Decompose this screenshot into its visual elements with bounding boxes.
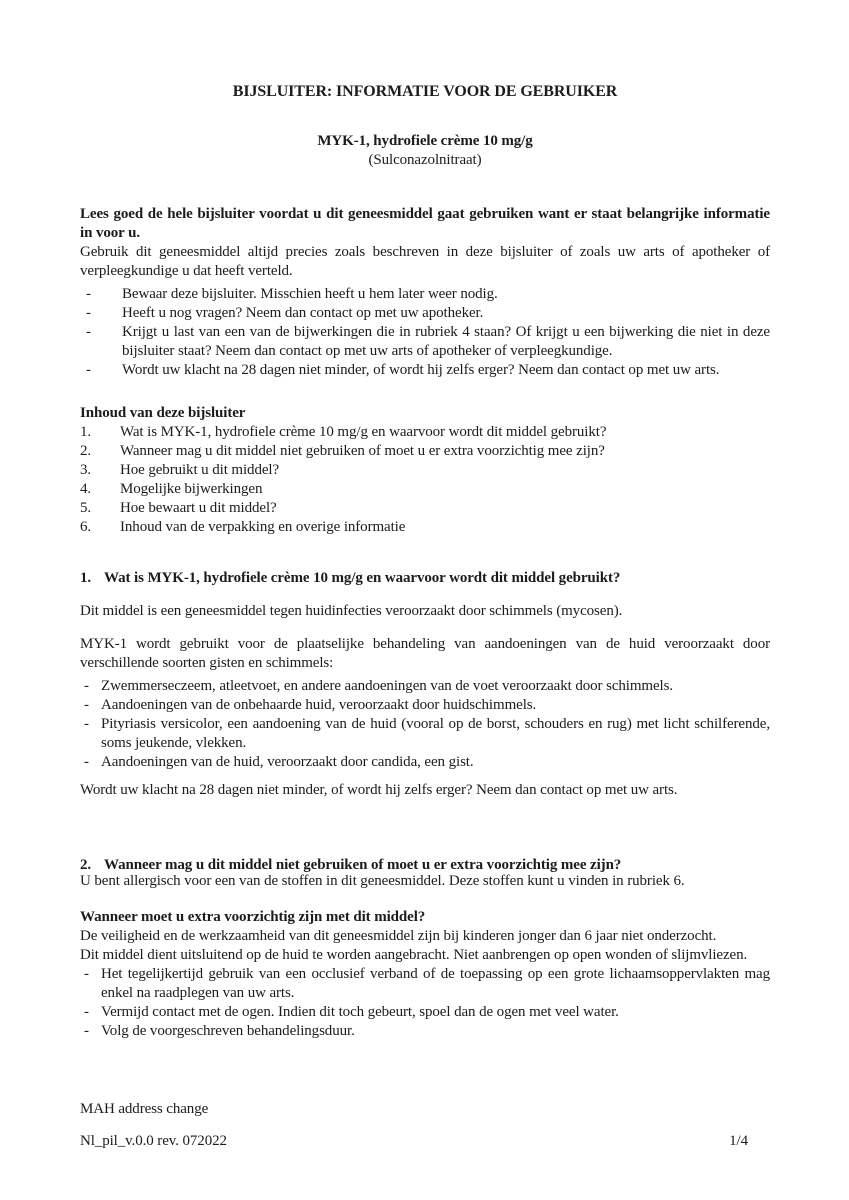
toc-item-number: 3.	[80, 462, 92, 478]
section2-number: 2.	[80, 857, 92, 873]
dash-marker: -	[86, 286, 91, 302]
toc-item-text: Mogelijke bijwerkingen	[120, 481, 263, 497]
active-substance: (Sulconazolnitraat)	[368, 152, 482, 168]
list-item-text: Pityriasis versicolor, een aandoening van de huid (vooral op de borst, schouders en rug) met licht schilferende, soms jeukende, vlekken.	[101, 716, 770, 751]
section2-bullet-list	[80, 965, 770, 1041]
toc-item	[80, 442, 770, 461]
list-item-text: Het tegelijkertijd gebruik van een occlusief verband of de toepassing op een grote lichaamsoppervlakten mag enkel na raadplegen van uw arts.	[101, 966, 770, 1001]
list-item	[80, 1003, 770, 1022]
list-item	[80, 715, 770, 753]
section1-bullet-list	[80, 677, 770, 772]
toc-section	[80, 404, 770, 537]
dash-marker: -	[86, 362, 91, 378]
section1-heading	[80, 569, 794, 588]
toc-item-text: Wanneer mag u dit middel niet gebruiken of moet u er extra voorzichtig mee zijn?	[120, 443, 605, 459]
section2-subheading: Wanneer moet u extra voorzichtig zijn met dit middel?	[80, 909, 426, 925]
footer-note: MAH address change	[80, 1101, 209, 1117]
footer-version: Nl_pil_v.0.0 rev. 072022	[80, 1133, 227, 1149]
intro-lead-bold: Lees goed de hele bijsluiter voordat u dit geneesmiddel gaat gebruiken want er staat belangrijke informatie in voor u.	[80, 206, 770, 241]
dash-marker: -	[84, 1004, 89, 1020]
list-item	[80, 1022, 770, 1041]
section2-heading-text: Wanneer mag u dit middel niet gebruiken of moet u er extra voorzichtig mee zijn?	[104, 857, 622, 873]
section1-para1: Dit middel is een geneesmiddel tegen huidinfecties veroorzaakt door schimmels (mycosen).	[80, 603, 623, 619]
toc-item	[80, 423, 770, 442]
section2-para1: U bent allergisch voor een van de stoffen in dit geneesmiddel. Deze stoffen kunt u vinden in rubriek 6.	[80, 873, 685, 889]
dash-marker: -	[84, 754, 89, 770]
dash-marker: -	[86, 305, 91, 321]
toc-item	[80, 499, 770, 518]
list-item	[80, 965, 770, 1003]
list-item-text: Heeft u nog vragen? Neem dan contact op met uw apotheker.	[122, 305, 484, 321]
dash-marker: -	[84, 966, 89, 982]
toc-item-text: Hoe gebruikt u dit middel?	[120, 462, 280, 478]
dash-marker: -	[84, 716, 89, 732]
toc-heading: Inhoud van deze bijsluiter	[80, 405, 246, 421]
list-item	[80, 304, 770, 323]
list-item	[80, 677, 770, 696]
toc-item-number: 4.	[80, 481, 92, 497]
toc-item	[80, 461, 770, 480]
list-item	[80, 361, 770, 380]
section2-para3: Dit middel dient uitsluitend op de huid te worden aangebracht. Niet aanbrengen op open wonden of slijmvliezen.	[80, 947, 748, 963]
section2-warnings	[80, 908, 770, 1041]
toc-item-number: 1.	[80, 424, 92, 440]
toc-item	[80, 480, 770, 499]
toc-item-number: 2.	[80, 443, 92, 459]
footer-page-number: 1/4	[729, 1133, 748, 1149]
list-item	[80, 753, 770, 772]
toc-item-text: Wat is MYK-1, hydrofiele crème 10 mg/g en waarvoor wordt dit middel gebruikt?	[120, 424, 607, 440]
section1-heading-text: Wat is MYK-1, hydrofiele crème 10 mg/g en waarvoor wordt dit middel gebruikt?	[104, 570, 621, 586]
section1-number: 1.	[80, 570, 92, 586]
list-item	[80, 696, 770, 715]
dash-marker: -	[84, 1023, 89, 1039]
list-item-text: Aandoeningen van de huid, veroorzaakt door candida, een gist.	[101, 754, 474, 770]
dash-marker: -	[84, 697, 89, 713]
section2-para2: De veiligheid en de werkzaamheid van dit geneesmiddel zijn bij kinderen jonger dan 6 jaar niet onderzocht.	[80, 928, 717, 944]
section1-para2: MYK-1 wordt gebruikt voor de plaatselijke behandeling van aandoeningen van de huid veroorzaakt door verschillende soorten gisten en schimmels:	[80, 636, 770, 671]
list-item-text: Vermijd contact met de ogen. Indien dit toch gebeurt, spoel dan de ogen met veel water.	[101, 1004, 619, 1020]
list-item	[80, 285, 770, 304]
toc-item-number: 5.	[80, 500, 92, 516]
footer-row	[80, 1132, 770, 1151]
toc-item	[80, 518, 770, 537]
toc-item-text: Hoe bewaart u dit middel?	[120, 500, 277, 516]
list-item	[80, 323, 770, 361]
list-item-text: Bewaar deze bijsluiter. Misschien heeft u hem later weer nodig.	[122, 286, 498, 302]
document-title: BIJSLUITER: INFORMATIE VOOR DE GEBRUIKER	[232, 83, 618, 100]
dash-marker: -	[84, 678, 89, 694]
list-item-text: Volg de voorgeschreven behandelingsduur.	[101, 1023, 355, 1039]
toc-item-number: 6.	[80, 519, 92, 535]
dash-marker: -	[86, 324, 91, 340]
toc-item-text: Inhoud van de verpakking en overige informatie	[120, 519, 406, 535]
intro-section	[80, 205, 770, 380]
product-header	[80, 132, 770, 170]
product-name: MYK-1, hydrofiele crème 10 mg/g	[317, 133, 533, 149]
list-item-text: Wordt uw klacht na 28 dagen niet minder, of wordt hij zelfs erger? Neem dan contact op met uw arts.	[122, 362, 720, 378]
list-item-text: Krijgt u last van een van de bijwerkingen die in rubriek 4 staan? Of krijgt u een bijwerking die niet in deze bijsluiter staat? Neem dan contact op met uw arts of apotheker of verpleegkundige.	[122, 324, 770, 359]
list-item-text: Aandoeningen van de onbehaarde huid, veroorzaakt door huidschimmels.	[101, 697, 537, 713]
list-item-text: Zwemmerseczeem, atleetvoet, en andere aandoeningen van de voet veroorzaakt door schimmels.	[101, 678, 673, 694]
intro-bullet-list	[80, 285, 770, 380]
section1-para3: Wordt uw klacht na 28 dagen niet minder, of wordt hij zelfs erger? Neem dan contact op met uw arts.	[80, 782, 678, 798]
intro-lead-text: Gebruik dit geneesmiddel altijd precies zoals beschreven in deze bijsluiter of zoals uw arts of apotheker of verpleegkundige u dat heeft verteld.	[80, 244, 770, 279]
